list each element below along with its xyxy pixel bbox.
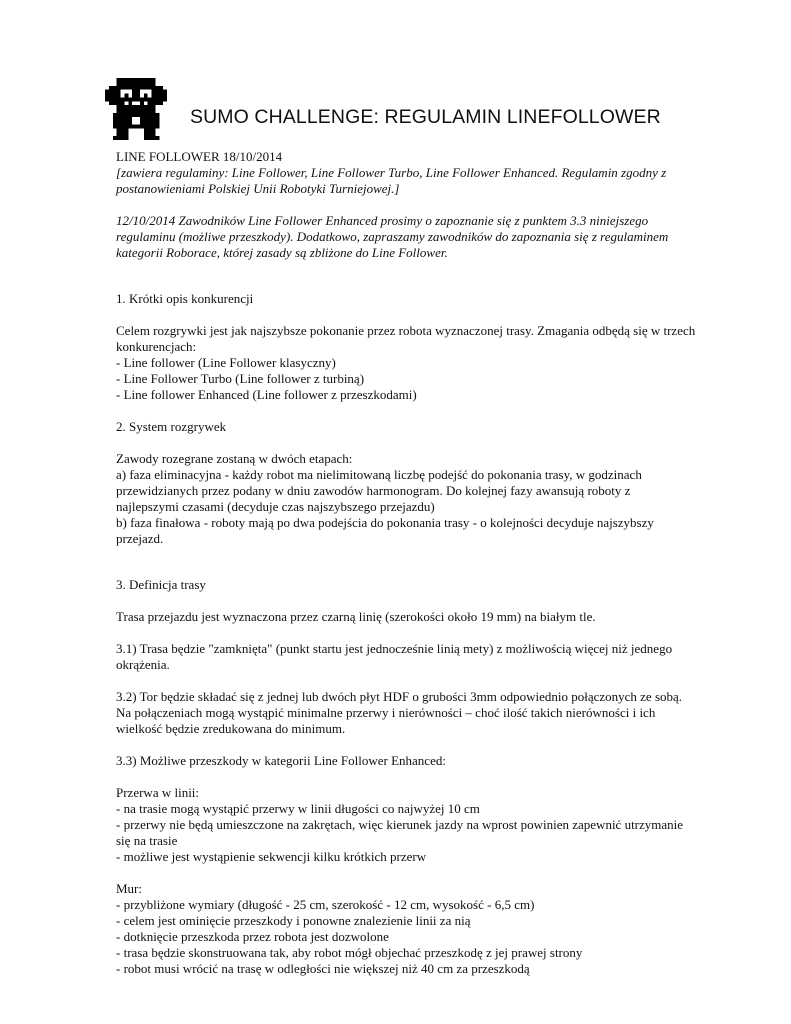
list-item: - Line follower (Line Follower klasyczny) [116,355,336,370]
section-heading: 2. System rozgrywek [116,419,227,434]
paragraph: Zawody rozegrane zostaną w dwóch etapach: [116,451,353,466]
list-item: - Line Follower Turbo (Line follower z turbiną) [116,371,365,386]
paragraph: 3.3) Możliwe przeszkody w kategorii Line Follower Enhanced: [116,753,446,768]
list-item: - dotknięcie przeszkoda przez robota jest dozwolone [116,929,389,944]
paragraph: b) faza finałowa - roboty mają po dwa podejścia do pokonania trasy - o kolejności decyduje najszybszy przejazd. [116,515,654,546]
paragraph: 3.1) Trasa będzie "zamknięta" (punkt startu jest jednocześnie linią mety) z możliwością więcej niż jednego okrążenia. [116,641,673,672]
header-line: LINE FOLLOWER 18/10/2014 [116,149,283,164]
list-item: - trasa będzie skonstruowana tak, aby robot mógł objechać przeszkodę z jej prawej strony [116,945,583,960]
update-note: 12/10/2014 Zawodników Line Follower Enhanced prosimy o zapoznanie się z punktem 3.3 niniejszego regulaminu (możliwe przeszkody). Dodatkowo, zapraszamy zawodników do zapoznania się z regulaminem kategorii Roborace, której zasady są zbliżone do Line Follower. [116,213,669,260]
list-item: - na trasie mogą wystąpić przerwy w linii długości co najwyżej 10 cm [116,801,480,816]
list-item: - możliwe jest wystąpienie sekwencji kilku krótkich przerw [116,849,427,864]
list-item: - celem jest ominięcie przeszkody i ponowne znalezienie linii za nią [116,913,471,928]
list-item: - przybliżone wymiary (długość - 25 cm, szerokość - 12 cm, wysokość - 6,5 cm) [116,897,535,912]
document-body [116,149,696,977]
list-item: - robot musi wrócić na trasę w odległości nie większej niż 40 cm za przeszkodą [116,961,530,976]
paragraph: Celem rozgrywki jest jak najszybsze pokonanie przez robota wyznaczonej trasy. Zmagania odbędą się w trzech konkurencjach: [116,323,696,354]
paragraph: Trasa przejazdu jest wyznaczona przez czarną linię (szerokości około 19 mm) na białym tle. [116,609,596,624]
pixel-robot-logo-icon [104,78,168,140]
section-heading: 3. Definicja trasy [116,577,206,592]
paragraph: a) faza eliminacyjna - każdy robot ma nielimitowaną liczbę podejść do pokonania trasy, w godzinach przewidzianych przez podany w dniu zawodów harmonogram. Do kolejnej fazy awansują roboty z najlepszymi czasami (decyduje czas najszybszego przejazdu) [116,467,642,514]
subheading: Mur: [116,881,142,896]
list-item: - Line follower Enhanced (Line follower z przeszkodami) [116,387,417,402]
subheading: Przerwa w linii: [116,785,200,800]
list-item: - przerwy nie będą umieszczone na zakrętach, więc kierunek jazdy na wprost powinien zapewnić utrzymanie się na trasie [116,817,684,848]
page-title: SUMO CHALLENGE: REGULAMIN LINEFOLLOWER [190,106,661,128]
includes-note: [zawiera regulaminy: Line Follower, Line Follower Turbo, Line Follower Enhanced. Regulamin zgodny z postanowieniami Polskiej Unii Robotyki Turniejowej.] [116,165,667,196]
section-heading: 1. Krótki opis konkurencji [116,291,254,306]
paragraph: 3.2) Tor będzie składać się z jednej lub dwóch płyt HDF o grubości 3mm odpowiednio połączonych ze sobą. Na połączeniach mogą wystąpić minimalne przerwy i nierówności – choć ilość takich nierówności i ich wielkość będzie zredukowana do minimum. [116,689,683,736]
